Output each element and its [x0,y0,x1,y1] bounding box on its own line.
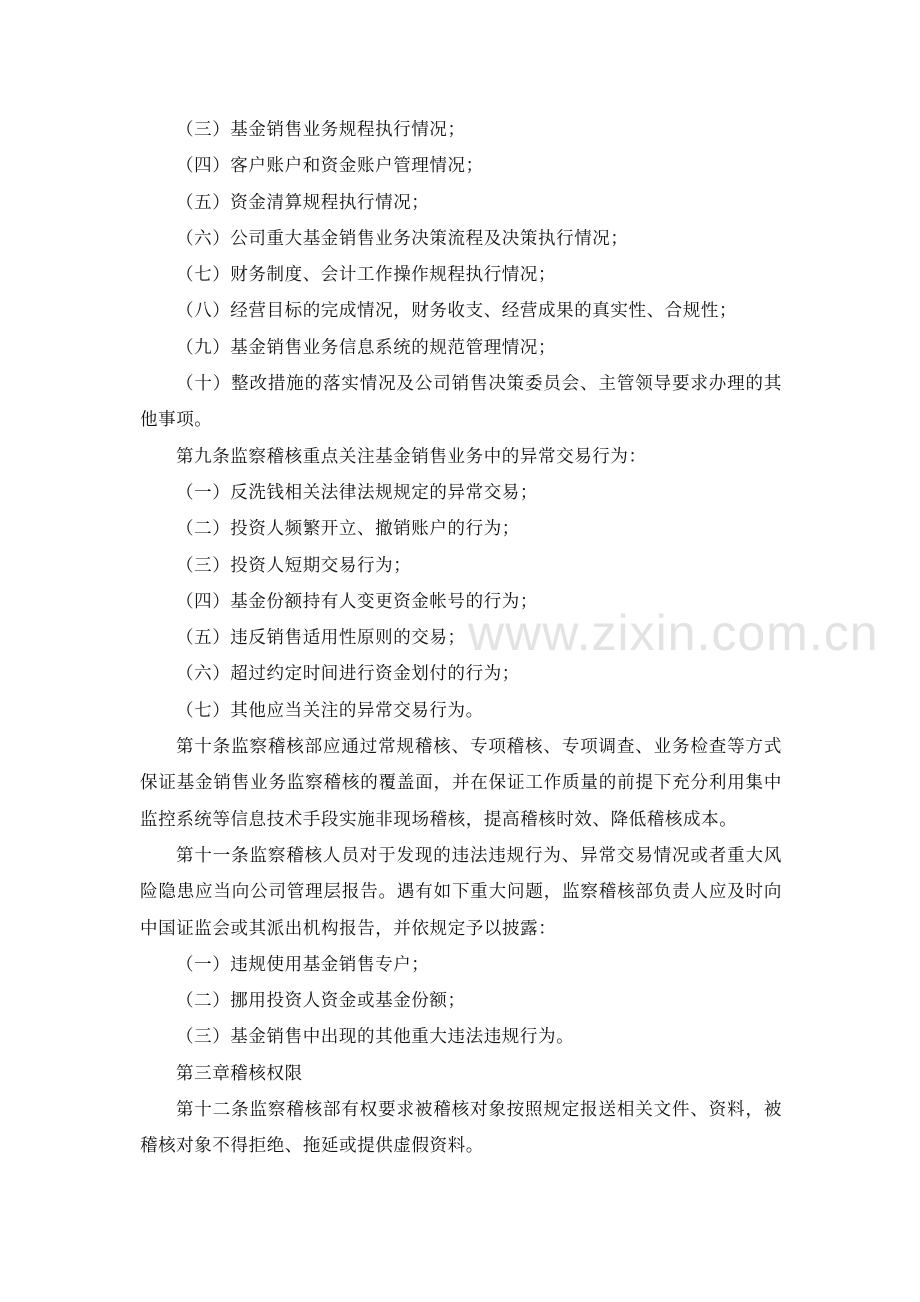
list-item: （六）超过约定时间进行资金划付的行为； [176,664,520,685]
list-item: （十）整改措施的落实情况及公司销售决策委员会、主管领导要求办理的其他事项。 [140,374,782,431]
list-item: （一）反洗钱相关法律法规规定的异常交易； [176,482,538,503]
list-item: （五）违反销售适用性原则的交易； [176,628,466,649]
list-item: （八）经营目标的完成情况，财务收支、经营成果的真实性、合规性； [176,301,738,322]
list-item: （四）基金份额持有人变更资金帐号的行为； [176,591,538,612]
article-9-heading: 第九条监察稽核重点关注基金销售业务中的异常交易行为： [176,446,647,467]
list-item: （五）资金清算规程执行情况； [176,192,430,213]
document-body [140,112,782,1165]
article-10-paragraph: 第十条监察稽核部应通过常规稽核、专项稽核、专项调查、业务检查等方式保证基金销售业务监察稽核的覆盖面，并在保证工作质量的前提下充分利用集中监控系统等信息技术手段实施非现场稽核，提高稽核时效、降低稽核成本。 [140,737,782,830]
list-item: （三）基金销售中出现的其他重大违法违规行为。 [176,1027,575,1048]
list-item: （三）投资人短期交易行为； [176,555,412,576]
article-11-paragraph: 第十一条监察稽核人员对于发现的违法违规行为、异常交易情况或者重大风险隐患应当向公司管理层报告。遇有如下重大问题，监察稽核部负责人应及时向中国证监会或其派出机构报告，并依规定予以披露： [140,845,782,939]
list-item: （一）违规使用基金销售专户； [176,954,430,975]
list-item: （二）挪用投资人资金或基金份额； [176,991,466,1012]
list-item: （七）财务制度、会计工作操作规程执行情况； [176,265,557,286]
list-item: （二）投资人频繁开立、撤销账户的行为； [176,519,520,540]
list-item: （七）其他应当关注的异常交易行为。 [176,700,484,721]
list-item: （九）基金销售业务信息系统的规范管理情况； [176,337,557,358]
list-item: （六）公司重大基金销售业务决策流程及决策执行情况； [176,228,629,249]
list-item: （三）基金销售业务规程执行情况； [176,120,466,140]
list-item: （四）客户账户和资金账户管理情况； [176,156,484,177]
watermark: www.zixin.com.cn [468,605,879,661]
chapter-3-heading: 第三章稽核权限 [176,1063,303,1084]
article-12-paragraph: 第十二条监察稽核部有权要求被稽核对象按照规定报送相关文件、资料，被稽核对象不得拒绝、拖延或提供虚假资料。 [140,1100,782,1157]
